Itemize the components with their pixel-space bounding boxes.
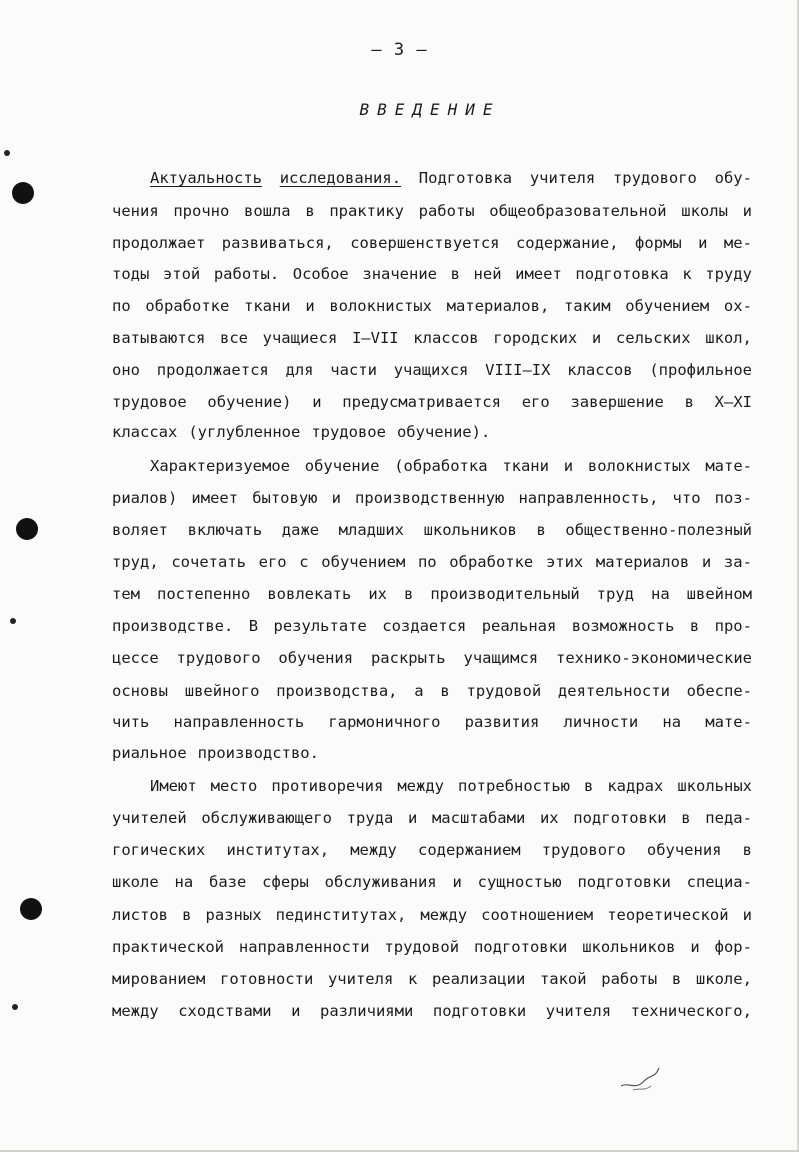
word: учащиеся (262, 329, 338, 347)
word: школьных (677, 777, 752, 795)
word: на (650, 585, 670, 603)
word: к (682, 265, 692, 283)
text-line (112, 264, 752, 284)
word: младших (338, 521, 404, 539)
word: школе, (695, 970, 752, 988)
word: вовлекать (267, 585, 352, 603)
word: подготовка (575, 265, 669, 283)
word: волокнистых (329, 297, 432, 315)
word: завершение (570, 393, 664, 411)
word: школе (112, 873, 159, 891)
text-line (112, 712, 752, 732)
word: к (407, 970, 418, 988)
word: тем (112, 585, 140, 603)
word: учащихся (393, 361, 469, 379)
text-line (112, 743, 752, 763)
word: их (368, 585, 387, 603)
text-line (112, 808, 752, 828)
word: направленность (173, 713, 305, 731)
word: мированием (112, 970, 206, 988)
word: разных (205, 906, 262, 924)
word: формы (635, 234, 682, 252)
word: таким (563, 297, 611, 315)
word: потребностью (458, 777, 570, 795)
word: трудового (176, 649, 261, 667)
word: учителя (529, 169, 596, 187)
word: обучением (625, 297, 710, 315)
text-line (112, 392, 752, 412)
word: гармоничного (328, 713, 441, 731)
word: и (312, 393, 322, 411)
word: возможность (571, 617, 675, 635)
word: в (681, 809, 691, 827)
punch-hole (20, 898, 42, 920)
word: в (742, 841, 752, 859)
word: по (417, 553, 437, 571)
word: (обработка (394, 457, 488, 475)
word: этих (545, 553, 584, 571)
word: кадрах (607, 777, 664, 795)
word: ткани (243, 297, 291, 315)
word: VIII–IX (485, 361, 551, 379)
text-line (150, 168, 752, 188)
word: материалов, (446, 297, 550, 315)
word: и (305, 297, 315, 315)
word: реализации (431, 970, 526, 988)
word: обслуживания (324, 873, 437, 891)
word: трудовой (384, 938, 460, 956)
word: поз- (714, 489, 752, 507)
word: в (536, 521, 546, 539)
word: сферы (262, 873, 309, 891)
word: обучения (278, 649, 354, 667)
word: части (330, 361, 377, 379)
word: постепенно (157, 585, 251, 603)
word: ткани (502, 457, 549, 475)
word: в (182, 906, 192, 924)
word: Актуальность (150, 169, 262, 187)
word: волокнистых (587, 457, 691, 475)
word: личности (563, 713, 639, 731)
word: институтах, (226, 841, 330, 859)
word: и (563, 457, 574, 475)
word: их (539, 809, 559, 827)
word: Имеют (150, 777, 197, 795)
word: чения (112, 202, 159, 220)
word: исследования. (279, 169, 402, 187)
text-line (112, 422, 752, 442)
word: теоретической (607, 906, 729, 924)
word: фор- (714, 938, 752, 956)
word: гогических (112, 841, 206, 859)
word: предусматривается (342, 393, 501, 411)
word: имеет (191, 489, 239, 507)
word: пединститутах, (275, 906, 407, 924)
word: в (450, 265, 460, 283)
word: имеет (515, 265, 562, 283)
word: Характеризуемое (150, 457, 290, 475)
word: реальная (481, 617, 557, 635)
word: развития (464, 713, 540, 731)
word: обучение (304, 457, 380, 475)
word: в (684, 393, 694, 411)
word: совершенствуется (350, 234, 500, 252)
word: место (210, 777, 258, 795)
word: классах (112, 423, 178, 441)
word: обеспе- (686, 682, 752, 700)
word: и (742, 202, 752, 220)
word: классов (413, 329, 479, 347)
word: мате- (705, 713, 752, 731)
page-number: – 3 – (371, 40, 428, 60)
word: сочетать (171, 553, 246, 571)
word: производстве. (112, 617, 234, 635)
text-line (112, 584, 752, 604)
text-line (112, 969, 752, 989)
word: обслуживающего (201, 809, 332, 827)
word: I–VII (351, 329, 399, 347)
word: противоречия (271, 777, 384, 795)
word: риальное (112, 744, 187, 762)
word: развиваться, (221, 234, 334, 252)
word: общественно-полезный (565, 521, 752, 539)
word: производство. (197, 744, 319, 762)
word: практической (112, 938, 224, 956)
word: в (404, 585, 414, 603)
word: материалов (595, 553, 690, 571)
scan-speck (12, 1004, 18, 1010)
word: (профильное (649, 361, 752, 379)
word: создается (382, 617, 467, 635)
text-line (150, 456, 752, 476)
word: на (662, 713, 682, 731)
word: трудового (612, 169, 697, 187)
word: учащимся (463, 649, 539, 667)
word: учителя (545, 1002, 612, 1020)
scan-speck (4, 150, 10, 156)
word: школьников (582, 938, 676, 956)
word: значение (362, 265, 438, 283)
text-line (112, 616, 752, 636)
word: швейном (686, 585, 752, 603)
word: содержанием (417, 841, 521, 859)
word: производительный (430, 585, 580, 603)
word: обучение). (396, 423, 491, 441)
word: обу- (714, 169, 752, 187)
word: такой (539, 970, 587, 988)
word: технического, (630, 1002, 752, 1020)
scan-speck (10, 618, 16, 624)
word: между (420, 906, 468, 924)
word: и (331, 489, 341, 507)
word: труду (705, 265, 752, 283)
text-line (112, 1001, 752, 1021)
word: общеобразовательной (489, 202, 667, 220)
word: трудовое (112, 393, 187, 411)
word: между (397, 777, 444, 795)
word: по (112, 297, 131, 315)
punch-hole (12, 182, 34, 204)
word: и (698, 234, 708, 252)
word: базе (209, 873, 247, 891)
word: вошла (243, 202, 291, 220)
word: этой (162, 265, 201, 283)
word: продолжает (112, 234, 206, 252)
word: его (521, 393, 550, 411)
word: различиями (319, 1002, 414, 1020)
section-heading: ВВЕДЕНИЕ (359, 100, 501, 119)
word: листов (112, 906, 168, 924)
word: содержание, (515, 234, 619, 252)
word: трудовое (311, 423, 386, 441)
word: прочно (173, 202, 230, 220)
word: и (690, 938, 700, 956)
word: сходствами (178, 1002, 272, 1020)
word: в (440, 682, 450, 700)
word: про- (714, 617, 752, 635)
word: труд (596, 585, 634, 603)
word: Подготовка (418, 169, 513, 187)
word: оно (112, 361, 140, 379)
word: обучением (321, 553, 406, 571)
text-line (112, 937, 752, 957)
word: классов (567, 361, 633, 379)
word: готовности (219, 970, 314, 988)
word: трудовой (466, 682, 542, 700)
word: деятельности (557, 682, 670, 700)
word: в (689, 617, 700, 635)
word: производственную (355, 489, 505, 507)
text-line (112, 296, 752, 316)
text-line (112, 328, 752, 348)
word: ме- (723, 234, 752, 252)
word: учителя (327, 970, 394, 988)
word: бытовую (252, 489, 318, 507)
word: работы (418, 202, 475, 220)
word: ватываются (112, 329, 206, 347)
word: его (258, 553, 287, 571)
word: обучения (646, 841, 722, 859)
word: производства, (276, 682, 398, 700)
word: с (299, 553, 309, 571)
word: в (671, 970, 682, 988)
word: и (701, 553, 712, 571)
text-line (112, 520, 752, 540)
text-line (112, 360, 752, 380)
word: на (174, 873, 194, 891)
word: включать (187, 521, 263, 539)
word: подготовки (473, 938, 568, 956)
word: а (414, 682, 424, 700)
word: и (291, 1002, 301, 1020)
text-line (112, 872, 752, 892)
word: Особое (292, 265, 349, 283)
word: ней (473, 265, 502, 283)
punch-hole (16, 518, 38, 540)
text-line (112, 552, 752, 572)
word: школьников (423, 521, 517, 539)
word: чить (112, 713, 150, 731)
word: В (248, 617, 259, 635)
word: подготовки (432, 1002, 527, 1020)
word: раскрыть (370, 649, 446, 667)
word: воляет (112, 521, 168, 539)
word: обработке (145, 297, 230, 315)
word: и (591, 329, 602, 347)
word: ох- (723, 297, 752, 315)
word: продолжается (156, 361, 269, 379)
word: и (742, 906, 752, 924)
text-line (112, 905, 752, 925)
word: даже (281, 521, 320, 539)
word: работы (601, 970, 658, 988)
word: цессе (112, 649, 159, 667)
word: основы (112, 682, 168, 700)
word: для (285, 361, 314, 379)
word: X–XI (714, 393, 752, 411)
word: риалов) (112, 489, 178, 507)
word: что (672, 489, 701, 507)
word: практику (329, 202, 404, 220)
word: технико-экономические (556, 649, 752, 667)
word: школы (681, 202, 728, 220)
text-line (150, 776, 752, 796)
text-line (112, 681, 752, 701)
word: учителей (112, 809, 187, 827)
word: сельских (615, 329, 691, 347)
word: педа- (705, 809, 752, 827)
word: специа- (686, 873, 752, 891)
word: соотношением (481, 906, 594, 924)
word: тоды (112, 265, 150, 283)
word: между (112, 1002, 159, 1020)
word: труда (346, 809, 394, 827)
word: работы. (213, 265, 280, 283)
word: городских (493, 329, 578, 347)
word: результате (273, 617, 367, 635)
word: и (407, 809, 418, 827)
text-line (112, 201, 752, 221)
word: обработке (449, 553, 534, 571)
text-line (112, 488, 752, 508)
word: швейного (184, 682, 260, 700)
word: трудового (541, 841, 626, 859)
word: в (583, 777, 594, 795)
word: сущностью (477, 873, 562, 891)
word: масштабами (431, 809, 526, 827)
word: труд, (112, 553, 159, 571)
word: в (305, 202, 315, 220)
text-line (112, 648, 752, 668)
word: школ, (705, 329, 752, 347)
text-line (112, 233, 752, 253)
word: мате- (705, 457, 752, 475)
word: подготовки (577, 873, 671, 891)
word: направленности (238, 938, 370, 956)
word: и (452, 873, 462, 891)
word: все (219, 329, 248, 347)
handwritten-mark (615, 1060, 665, 1094)
text-line (112, 840, 752, 860)
word: между (350, 841, 397, 859)
word: (углубленное (188, 423, 301, 441)
word: за- (723, 553, 752, 571)
word: подготовки (573, 809, 667, 827)
word: обучение) (207, 393, 292, 411)
word: направленность, (518, 489, 659, 507)
